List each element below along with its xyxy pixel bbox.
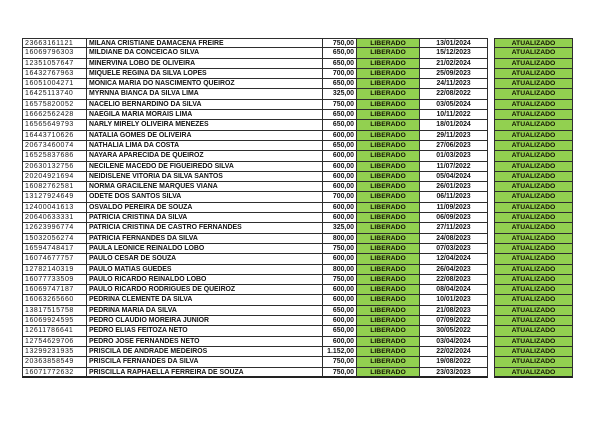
cell-amount: 600,00	[323, 337, 357, 347]
cell-date: 23/03/2023	[420, 368, 488, 378]
cell-id: 16069796303	[22, 48, 87, 58]
table-row	[22, 89, 573, 99]
cell-date: 26/01/2023	[420, 182, 488, 192]
cell-name: MIQUELE REGINA DA SILVA LOPES	[87, 69, 323, 79]
cell-date: 21/02/2024	[420, 59, 488, 69]
cell-date: 18/01/2024	[420, 120, 488, 130]
table-row	[22, 337, 573, 347]
cell-amount: 750,00	[323, 100, 357, 110]
status-badge-liberado: LIBERADO	[357, 69, 420, 79]
table-row	[22, 182, 573, 192]
cell-id: 12611786641	[22, 326, 87, 336]
cell-date: 10/01/2023	[420, 295, 488, 305]
table-row	[22, 141, 573, 151]
status-badge-atualizado: ATUALIZADO	[494, 151, 573, 161]
cell-id: 16594748417	[22, 244, 87, 254]
status-badge-liberado: LIBERADO	[357, 265, 420, 275]
cell-date: 03/04/2024	[420, 337, 488, 347]
cell-name: PAULO RICARDO REINALDO LOBO	[87, 275, 323, 285]
cell-date: 24/11/2023	[420, 79, 488, 89]
cell-id: 16074677757	[22, 254, 87, 264]
status-badge-liberado: LIBERADO	[357, 131, 420, 141]
table-row	[22, 326, 573, 336]
status-badge-atualizado: ATUALIZADO	[494, 89, 573, 99]
status-badge-liberado: LIBERADO	[357, 110, 420, 120]
status-badge-atualizado: ATUALIZADO	[494, 223, 573, 233]
status-badge-atualizado: ATUALIZADO	[494, 38, 573, 48]
status-badge-liberado: LIBERADO	[357, 162, 420, 172]
cell-date: 05/04/2024	[420, 172, 488, 182]
cell-id: 23663161121	[22, 38, 87, 48]
status-badge-atualizado: ATUALIZADO	[494, 316, 573, 326]
cell-id: 12623996774	[22, 223, 87, 233]
cell-date: 01/03/2023	[420, 151, 488, 161]
table-row	[22, 223, 573, 233]
status-badge-atualizado: ATUALIZADO	[494, 48, 573, 58]
cell-id: 16425113740	[22, 89, 87, 99]
status-badge-atualizado: ATUALIZADO	[494, 306, 573, 316]
status-badge-atualizado: ATUALIZADO	[494, 295, 573, 305]
status-badge-atualizado: ATUALIZADO	[494, 326, 573, 336]
cell-date: 25/09/2023	[420, 69, 488, 79]
status-badge-atualizado: ATUALIZADO	[494, 79, 573, 89]
status-badge-atualizado: ATUALIZADO	[494, 203, 573, 213]
cell-amount: 700,00	[323, 69, 357, 79]
cell-name: PAULO RICARDO RODRIGUES DE QUEIROZ	[87, 285, 323, 295]
table-row	[22, 295, 573, 305]
status-badge-atualizado: ATUALIZADO	[494, 131, 573, 141]
cell-id: 16082762581	[22, 182, 87, 192]
cell-date: 11/09/2023	[420, 203, 488, 213]
cell-name: OSVALDO PEREIRA DE SOUZA	[87, 203, 323, 213]
cell-name: PRISCILA DE ANDRADE MEDEIROS	[87, 347, 323, 357]
cell-name: PEDRINA MARIA DA SILVA	[87, 306, 323, 316]
status-badge-liberado: LIBERADO	[357, 48, 420, 58]
cell-id: 16071772632	[22, 368, 87, 378]
status-badge-atualizado: ATUALIZADO	[494, 162, 573, 172]
status-badge-liberado: LIBERADO	[357, 357, 420, 367]
cell-id: 20673460074	[22, 141, 87, 151]
status-badge-liberado: LIBERADO	[357, 368, 420, 378]
cell-amount: 750,00	[323, 368, 357, 378]
status-badge-atualizado: ATUALIZADO	[494, 254, 573, 264]
cell-name: MYRNNA BIANCA DA SILVA LIMA	[87, 89, 323, 99]
status-badge-liberado: LIBERADO	[357, 213, 420, 223]
cell-id: 12782140319	[22, 265, 87, 275]
cell-amount: 650,00	[323, 110, 357, 120]
cell-name: PAULO MATIAS GUEDES	[87, 265, 323, 275]
status-badge-atualizado: ATUALIZADO	[494, 192, 573, 202]
table-row	[22, 306, 573, 316]
cell-id: 16069747187	[22, 285, 87, 295]
cell-amount: 700,00	[323, 192, 357, 202]
cell-name: NAYARA APARECIDA DE QUEIROZ	[87, 151, 323, 161]
status-badge-atualizado: ATUALIZADO	[494, 182, 573, 192]
table-row	[22, 357, 573, 367]
cell-id: 20363858549	[22, 357, 87, 367]
cell-id: 16069924595	[22, 316, 87, 326]
status-badge-atualizado: ATUALIZADO	[494, 234, 573, 244]
cell-amount: 600,00	[323, 285, 357, 295]
cell-name: NEIDISLENE VITORIA DA SILVA SANTOS	[87, 172, 323, 182]
cell-date: 10/11/2022	[420, 110, 488, 120]
cell-date: 08/04/2024	[420, 285, 488, 295]
cell-date: 19/08/2022	[420, 357, 488, 367]
cell-name: MILANA CRISTIANE DAMACENA FREIRE	[87, 38, 323, 48]
cell-amount: 650,00	[323, 48, 357, 58]
cell-date: 22/08/2023	[420, 275, 488, 285]
cell-amount: 600,00	[323, 172, 357, 182]
table-row	[22, 120, 573, 130]
cell-date: 26/04/2023	[420, 265, 488, 275]
cell-date: 27/11/2023	[420, 223, 488, 233]
table-row	[22, 172, 573, 182]
status-badge-liberado: LIBERADO	[357, 79, 420, 89]
table-row	[22, 203, 573, 213]
cell-id: 12351057647	[22, 59, 87, 69]
cell-amount: 600,00	[323, 162, 357, 172]
cell-id: 20630132756	[22, 162, 87, 172]
cell-amount: 750,00	[323, 38, 357, 48]
table-row	[22, 69, 573, 79]
status-badge-atualizado: ATUALIZADO	[494, 337, 573, 347]
status-badge-liberado: LIBERADO	[357, 316, 420, 326]
status-badge-atualizado: ATUALIZADO	[494, 100, 573, 110]
status-badge-liberado: LIBERADO	[357, 326, 420, 336]
status-badge-liberado: LIBERADO	[357, 59, 420, 69]
cell-name: MONICA MARIA DO NASCIMENTO QUEIROZ	[87, 79, 323, 89]
status-badge-atualizado: ATUALIZADO	[494, 141, 573, 151]
cell-name: MINERVINA LOBO DE OLIVEIRA	[87, 59, 323, 69]
status-badge-liberado: LIBERADO	[357, 203, 420, 213]
cell-amount: 650,00	[323, 306, 357, 316]
status-badge-atualizado: ATUALIZADO	[494, 265, 573, 275]
cell-id: 16575820052	[22, 100, 87, 110]
table-row	[22, 347, 573, 357]
cell-id: 16432767963	[22, 69, 87, 79]
cell-date: 13/01/2024	[420, 38, 488, 48]
table-row	[22, 151, 573, 161]
cell-id: 12754629706	[22, 337, 87, 347]
cell-date: 22/02/2024	[420, 347, 488, 357]
status-badge-liberado: LIBERADO	[357, 89, 420, 99]
status-badge-liberado: LIBERADO	[357, 337, 420, 347]
status-badge-atualizado: ATUALIZADO	[494, 120, 573, 130]
status-badge-liberado: LIBERADO	[357, 120, 420, 130]
cell-amount: 325,00	[323, 223, 357, 233]
cell-date: 24/08/2023	[420, 234, 488, 244]
cell-name: PEDRO ELIAS FEITOZA NETO	[87, 326, 323, 336]
cell-date: 21/08/2023	[420, 306, 488, 316]
cell-amount: 650,00	[323, 79, 357, 89]
cell-date: 30/05/2022	[420, 326, 488, 336]
table-row	[22, 59, 573, 69]
cell-name: PATRICIA FERNANDES DA SILVA	[87, 234, 323, 244]
cell-amount: 650,00	[323, 141, 357, 151]
cell-name: PAULA LEONICE REINALDO LOBO	[87, 244, 323, 254]
cell-amount: 325,00	[323, 89, 357, 99]
cell-id: 16077733509	[22, 275, 87, 285]
table-row	[22, 38, 573, 48]
table-row	[22, 234, 573, 244]
status-badge-liberado: LIBERADO	[357, 254, 420, 264]
status-badge-atualizado: ATUALIZADO	[494, 69, 573, 79]
table-row	[22, 368, 573, 378]
status-badge-liberado: LIBERADO	[357, 347, 420, 357]
cell-id: 13817515758	[22, 306, 87, 316]
cell-id: 20204921694	[22, 172, 87, 182]
cell-date: 03/05/2024	[420, 100, 488, 110]
status-badge-atualizado: ATUALIZADO	[494, 285, 573, 295]
status-badge-atualizado: ATUALIZADO	[494, 59, 573, 69]
table-row	[22, 131, 573, 141]
cell-name: PRISCILA FERNANDES DA SILVA	[87, 357, 323, 367]
cell-date: 11/07/2022	[420, 162, 488, 172]
cell-name: ODETE DOS SANTOS SILVA	[87, 192, 323, 202]
cell-amount: 800,00	[323, 265, 357, 275]
cell-id: 13127924649	[22, 192, 87, 202]
cell-name: PAULO CESAR DE SOUZA	[87, 254, 323, 264]
cell-amount: 750,00	[323, 357, 357, 367]
cell-amount: 1.152,00	[323, 347, 357, 357]
cell-amount: 600,00	[323, 316, 357, 326]
cell-name: NAEGILA MARIA MORAIS LIMA	[87, 110, 323, 120]
table-row	[22, 162, 573, 172]
cell-amount: 650,00	[323, 59, 357, 69]
cell-id: 16565649793	[22, 120, 87, 130]
cell-amount: 600,00	[323, 131, 357, 141]
cell-name: PEDRO JOSE FERNANDES NETO	[87, 337, 323, 347]
table-row	[22, 213, 573, 223]
table-row	[22, 79, 573, 89]
status-badge-liberado: LIBERADO	[357, 306, 420, 316]
status-badge-liberado: LIBERADO	[357, 38, 420, 48]
cell-date: 27/06/2023	[420, 141, 488, 151]
cell-amount: 800,00	[323, 234, 357, 244]
cell-name: PATRICIA CRISTINA DE CASTRO FERNANDES	[87, 223, 323, 233]
cell-date: 07/09/2022	[420, 316, 488, 326]
cell-name: NACELIO BERNARDINO DA SILVA	[87, 100, 323, 110]
status-badge-liberado: LIBERADO	[357, 100, 420, 110]
cell-date: 07/03/2023	[420, 244, 488, 254]
cell-id: 13299231935	[22, 347, 87, 357]
cell-id: 16051004271	[22, 79, 87, 89]
status-badge-atualizado: ATUALIZADO	[494, 172, 573, 182]
status-badge-liberado: LIBERADO	[357, 244, 420, 254]
cell-amount: 750,00	[323, 275, 357, 285]
cell-name: NORMA GRACILENE MARQUES VIANA	[87, 182, 323, 192]
table-row	[22, 316, 573, 326]
cell-id: 16063265660	[22, 295, 87, 305]
table-row	[22, 244, 573, 254]
cell-date: 06/11/2023	[420, 192, 488, 202]
cell-id: 16525837686	[22, 151, 87, 161]
cell-amount: 600,00	[323, 295, 357, 305]
status-badge-atualizado: ATUALIZADO	[494, 110, 573, 120]
cell-name: PRISCILLA RAPHAELLA FERREIRA DE SOUZA	[87, 368, 323, 378]
cell-amount: 600,00	[323, 182, 357, 192]
cell-id: 12400041613	[22, 203, 87, 213]
table-row	[22, 192, 573, 202]
cell-id: 16662562428	[22, 110, 87, 120]
cell-name: MILDIANE DA CONCEICAO SILVA	[87, 48, 323, 58]
status-badge-atualizado: ATUALIZADO	[494, 244, 573, 254]
cell-name: NECILENE MACEDO DE FIGUEIREDO SILVA	[87, 162, 323, 172]
cell-id: 20640633331	[22, 213, 87, 223]
status-badge-liberado: LIBERADO	[357, 192, 420, 202]
cell-amount: 600,00	[323, 203, 357, 213]
cell-id: 15032056274	[22, 234, 87, 244]
cell-name: NATALIA GOMES DE OLIVEIRA	[87, 131, 323, 141]
status-badge-liberado: LIBERADO	[357, 172, 420, 182]
table-row	[22, 265, 573, 275]
table-row	[22, 110, 573, 120]
cell-amount: 650,00	[323, 326, 357, 336]
status-badge-liberado: LIBERADO	[357, 275, 420, 285]
status-badge-liberado: LIBERADO	[357, 182, 420, 192]
cell-date: 06/09/2023	[420, 213, 488, 223]
cell-amount: 600,00	[323, 213, 357, 223]
status-badge-atualizado: ATUALIZADO	[494, 357, 573, 367]
table-row	[22, 100, 573, 110]
table-row	[22, 285, 573, 295]
status-badge-liberado: LIBERADO	[357, 295, 420, 305]
cell-name: PATRICIA CRISTINA DA SILVA	[87, 213, 323, 223]
table-row	[22, 48, 573, 58]
cell-date: 29/11/2023	[420, 131, 488, 141]
status-badge-liberado: LIBERADO	[357, 223, 420, 233]
status-badge-atualizado: ATUALIZADO	[494, 347, 573, 357]
cell-amount: 750,00	[323, 244, 357, 254]
status-badge-atualizado: ATUALIZADO	[494, 368, 573, 378]
cell-name: PEDRO CLAUDIO MOREIRA JUNIOR	[87, 316, 323, 326]
table-row	[22, 254, 573, 264]
cell-amount: 650,00	[323, 120, 357, 130]
status-badge-atualizado: ATUALIZADO	[494, 275, 573, 285]
cell-amount: 600,00	[323, 254, 357, 264]
cell-date: 15/12/2023	[420, 48, 488, 58]
cell-name: NARLY MIRELY OLIVEIRA MENEZES	[87, 120, 323, 130]
status-badge-liberado: LIBERADO	[357, 234, 420, 244]
cell-date: 12/04/2024	[420, 254, 488, 264]
status-badge-liberado: LIBERADO	[357, 285, 420, 295]
cell-name: PEDRINA CLEMENTE DA SILVA	[87, 295, 323, 305]
status-badge-atualizado: ATUALIZADO	[494, 213, 573, 223]
cell-id: 16443710626	[22, 131, 87, 141]
status-badge-liberado: LIBERADO	[357, 141, 420, 151]
cell-date: 22/08/2022	[420, 89, 488, 99]
table-row	[22, 275, 573, 285]
cell-name: NATHALIA LIMA DA COSTA	[87, 141, 323, 151]
beneficiary-table	[22, 38, 573, 378]
cell-amount: 600,00	[323, 151, 357, 161]
status-badge-liberado: LIBERADO	[357, 151, 420, 161]
